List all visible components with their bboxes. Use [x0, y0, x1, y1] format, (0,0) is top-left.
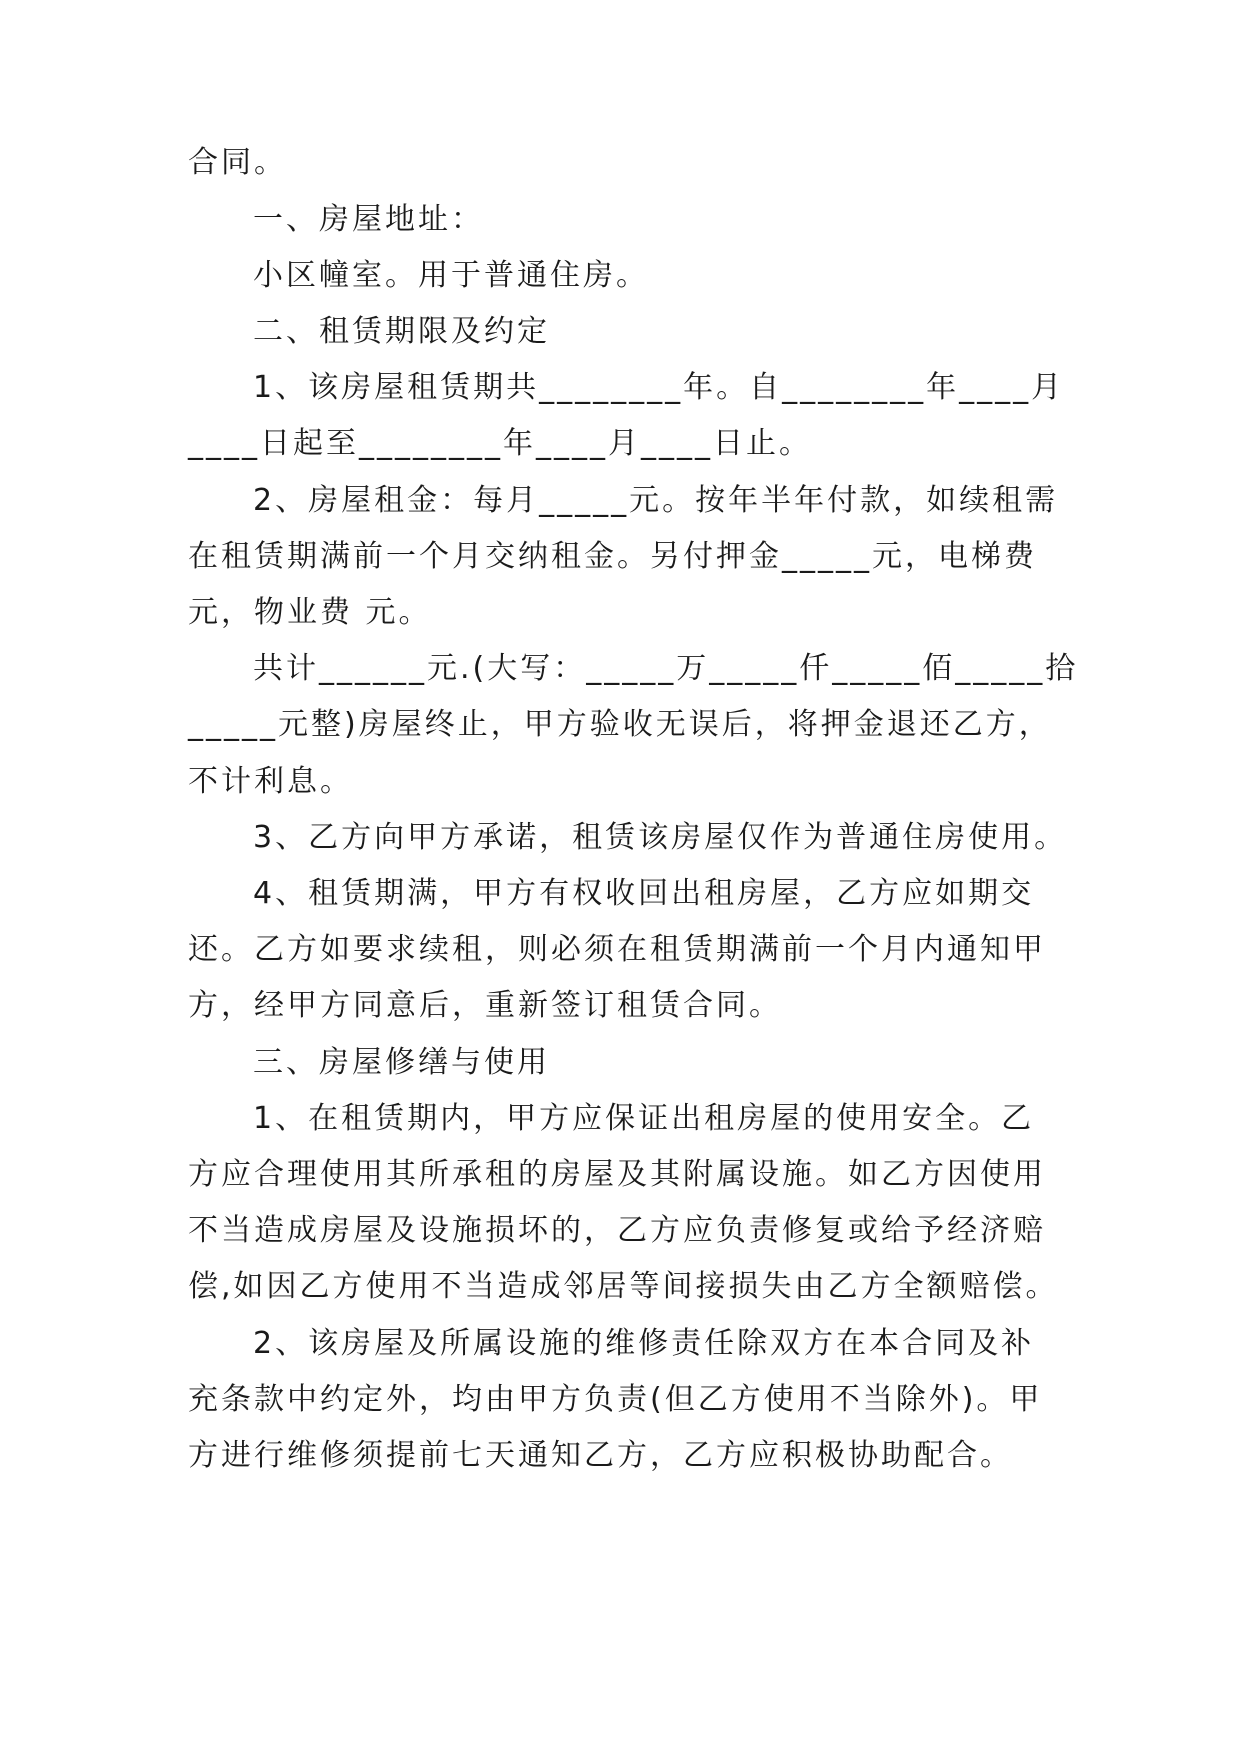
paragraph-line: 2、该房屋及所属设施的维修责任除双方在本合同及补	[253, 1326, 1035, 1361]
section-heading: 二、租赁期限及约定	[253, 314, 550, 349]
section-heading: 一、房屋地址：	[253, 202, 484, 237]
section-heading: 三、房屋修缮与使用	[253, 1045, 550, 1080]
paragraph-line: 元，物业费 元。	[188, 595, 432, 630]
paragraph-line: 方应合理使用其所承租的房屋及其附属设施。如乙方因使用	[188, 1157, 1046, 1192]
paragraph-line: 小区幢室。用于普通住房。	[253, 258, 649, 293]
paragraph-line: 充条款中约定外，均由甲方负责(但乙方使用不当除外)。甲	[188, 1382, 1043, 1417]
paragraph-line: 在租赁期满前一个月交纳租金。另付押金_____元，电梯费	[188, 539, 1037, 574]
paragraph-line: 偿,如因乙方使用不当造成邻居等间接损失由乙方全额赔偿。	[188, 1269, 1059, 1304]
paragraph-line: 不计利息。	[188, 764, 353, 799]
paragraph-line: 1、在租赁期内，甲方应保证出租房屋的使用安全。乙	[253, 1101, 1035, 1136]
paragraph-line: 方，经甲方同意后，重新签订租赁合同。	[188, 988, 782, 1023]
paragraph-line: 合同。	[188, 145, 287, 180]
paragraph-line: 4、租赁期满，甲方有权收回出租房屋，乙方应如期交	[253, 876, 1035, 911]
paragraph-line: 共计______元.(大写：_____万_____仟_____佰_____拾	[253, 651, 1079, 686]
paragraph-line: 方进行维修须提前七天通知乙方，乙方应积极协助配合。	[188, 1438, 1013, 1473]
paragraph-line: 1、该房屋租赁期共________年。自________年____月	[253, 370, 1065, 405]
paragraph-line: 不当造成房屋及设施损坏的，乙方应负责修复或给予经济赔	[188, 1213, 1046, 1248]
paragraph-line: ____日起至________年____月____日止。	[188, 426, 812, 461]
paragraph-line: _____元整)房屋终止，甲方验收无误后，将押金退还乙方，	[188, 707, 1052, 742]
paragraph-line: 还。乙方如要求续租，则必须在租赁期满前一个月内通知甲	[188, 932, 1046, 967]
paragraph-line: 2、房屋租金：每月_____元。按年半年付款，如续租需	[253, 483, 1059, 518]
paragraph-line: 3、乙方向甲方承诺，租赁该房屋仅作为普通住房使用。	[253, 820, 1068, 855]
